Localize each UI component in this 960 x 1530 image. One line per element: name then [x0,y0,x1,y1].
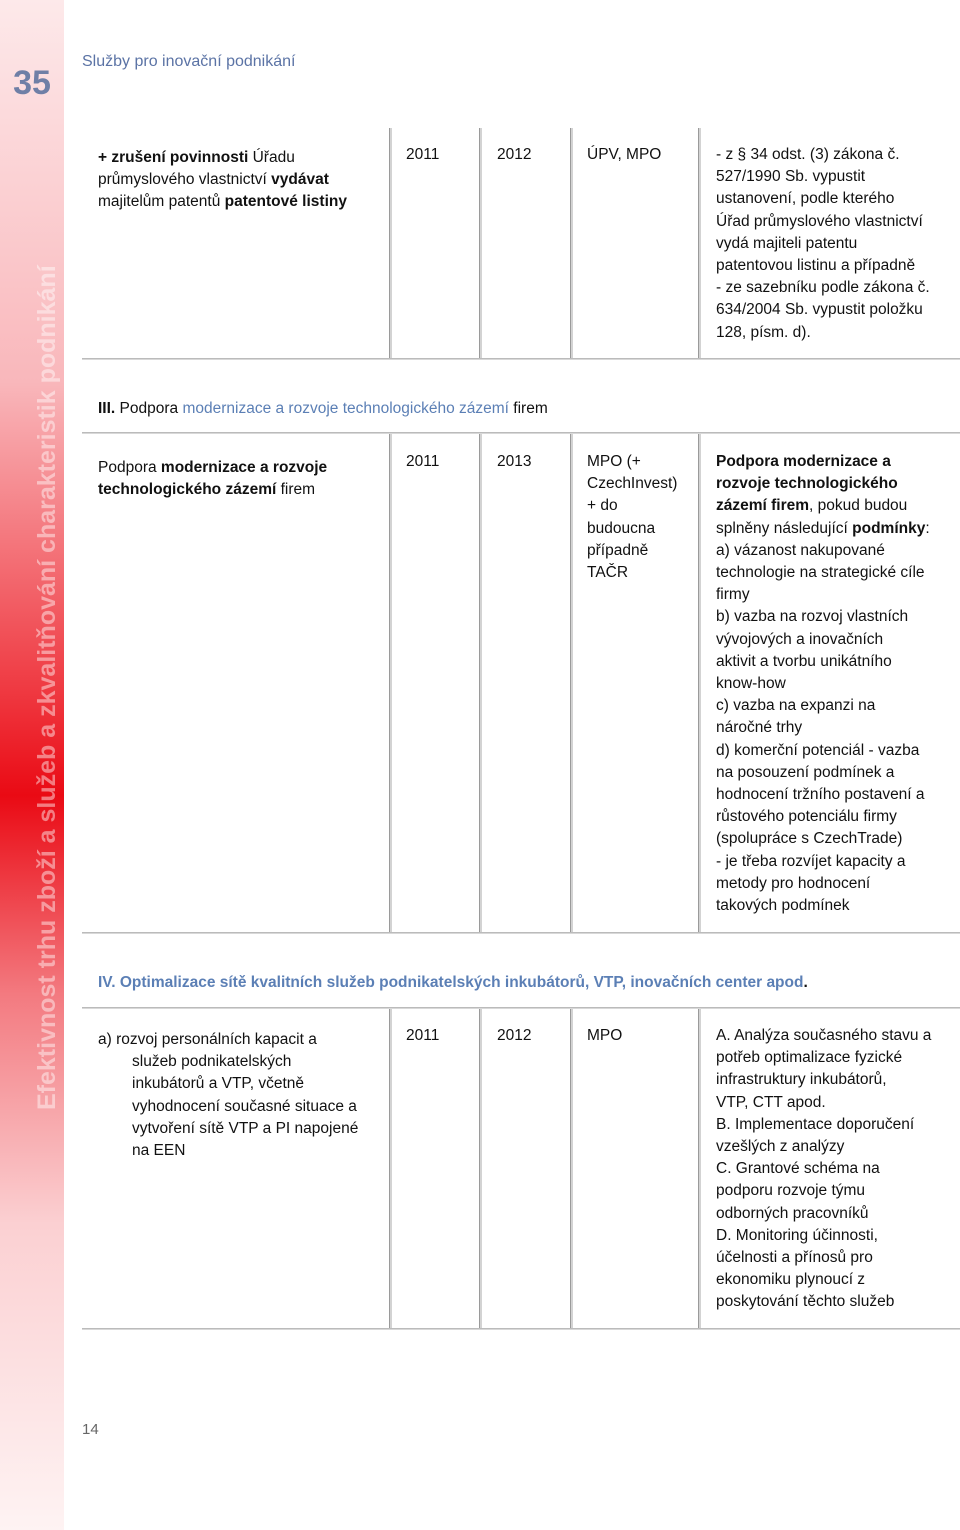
text-line: poskytování těchto služeb [716,1293,895,1311]
measure-note [716,451,956,917]
text-line: a) rozvoj personálních kapacit a [98,1031,317,1048]
section-heading-iv-text: IV. Optimalizace sítě kvalitních služeb podnikatelských inkubátorů, VTP, inovačních center apod [98,974,804,991]
text-line: vyhodnocení současné situace a [132,1097,357,1115]
section-text: Podpora [115,400,183,417]
text-line: - z § 34 odst. (3) zákona č. [716,146,900,163]
text-run: technologie na strategické cíle [716,564,925,582]
text-line [716,828,956,850]
table-divider [82,932,960,934]
column-divider [479,128,482,358]
side-chapter-title: Efektivnost trhu zboží a služeb a zkvalitňování charakteristik podnikání [33,265,61,1110]
text-line [716,473,956,495]
year-to: 2012 [497,1027,532,1044]
text-line [716,629,956,651]
section-text: modernizace a rozvoje technologického zázemí [182,400,509,417]
text-line: potřeb optimalizace fyzické [716,1049,903,1067]
text-line: VTP, CTT apod. [716,1093,826,1111]
column-divider [479,1009,482,1328]
text-line: ustanovení, podle kterého [716,190,895,208]
text-line: inkubátorů a VTP, včetně [132,1075,305,1093]
table-divider [82,1328,960,1330]
text-run: : [925,519,930,537]
table-divider [82,358,960,360]
text-line: - ze sazebníku podle zákona č. [716,279,930,297]
text-run: firem [276,481,316,499]
text-line: na EEN [132,1142,186,1160]
text-run: rozvoje technologického [716,475,898,493]
text-line: TAČR [587,564,629,582]
text-run: patentové listiny [224,193,347,211]
section-heading-iv-tail: . [803,974,808,991]
column-divider [479,434,482,932]
text-line: účelnosti a přínosů pro [716,1249,873,1267]
table-divider [82,432,960,434]
text-line: D. Monitoring účinnosti, [716,1226,878,1244]
measure-note [716,144,956,344]
text-line: MPO (+ [587,453,641,470]
text-line [716,451,956,473]
text-line [716,695,956,717]
section-heading-iv [98,972,808,994]
text-line [716,784,956,806]
column-divider [570,1009,573,1328]
text-line [716,873,956,895]
text-line: služeb podnikatelských [132,1053,292,1071]
text-run: technologického zázemí [98,481,277,499]
text-line [716,895,956,917]
text-line: 634/2004 Sb. vypustit položku [716,301,923,319]
text-run: vydávat [271,171,329,189]
text-line [716,717,956,739]
text-run: a) vázanost nakupované [716,541,885,559]
responsible-body [587,451,695,584]
text-line [98,479,383,501]
text-run: modernizace a rozvoje [160,459,328,476]
text-line [98,169,383,191]
text-run: firmy [716,586,750,604]
text-run: vývojových a inovačních [716,630,884,648]
text-line: A. Analýza současného stavu a [716,1027,932,1044]
text-run: splněny následující [716,519,853,537]
text-run: metody pro hodnocení [716,874,871,892]
text-run: + zrušení povinnosti [98,149,249,166]
text-line: 128, písm. d). [716,323,811,341]
page-header-title: Služby pro inovační podnikání [82,53,296,70]
text-line [716,851,956,873]
text-line: případně [587,541,649,559]
text-line [716,740,956,762]
text-run: takových podmínek [716,897,850,915]
text-line: vytvoření sítě VTP a PI napojené [132,1119,359,1137]
text-run: aktivit a tvorbu unikátního [716,652,892,670]
year-from: 2011 [406,453,440,470]
responsible-body: MPO [587,1027,623,1044]
text-line: Úřad průmyslového vlastnictví [716,212,923,230]
section-heading-iii [98,398,548,420]
text-run: b) vazba na rozvoj vlastních [716,608,909,626]
measure-description [98,1029,383,1162]
text-line [98,147,383,169]
text-run: průmyslového vlastnictví [98,171,272,189]
text-line [716,518,956,540]
text-line: C. Grantové schéma na [716,1160,880,1178]
column-divider [570,128,573,358]
text-line: vydá majiteli patentu [716,234,858,252]
text-run: (spolupráce s CzechTrade) [716,830,903,848]
text-run: majitelům patentů [98,193,225,211]
column-divider [698,1009,701,1328]
year-to: 2012 [497,146,532,163]
text-run: růstového potenciálu firmy [716,808,897,826]
text-run: náročné trhy [716,719,803,737]
measure-description [98,147,383,214]
text-line: B. Implementace doporučení [716,1115,915,1133]
text-line: budoucna [587,519,656,537]
text-line [716,651,956,673]
text-run: Úřadu [248,149,295,166]
text-line [716,584,956,606]
text-run: d) komerční potenciál - vazba [716,741,920,759]
text-line: podporu rozvoje týmu [716,1182,866,1200]
page-number: 14 [82,1421,99,1438]
text-line: + do [587,497,618,515]
text-run: - je třeba rozvíjet kapacity a [716,852,906,870]
text-line [98,457,383,479]
text-run: hodnocení tržního postavení a [716,786,925,804]
text-run: na posouzení podmínek a [716,763,895,781]
text-line: vzešlých z analýzy [716,1138,845,1156]
text-line: ekonomiku plynoucí z [716,1271,866,1289]
column-divider [389,1009,392,1328]
text-run: c) vazba na expanzi na [716,697,876,715]
chapter-number: 35 [13,64,51,102]
responsible-body: ÚPV, MPO [587,146,662,163]
table-divider [82,1007,960,1009]
text-line [98,191,383,213]
text-run: Podpora [98,459,161,476]
column-divider [389,128,392,358]
text-line [716,562,956,584]
year-from: 2011 [406,1027,440,1044]
column-divider [389,434,392,932]
text-run: podmínky [852,519,926,537]
text-line [716,606,956,628]
column-divider [570,434,573,932]
measure-description [98,457,383,501]
text-line [716,762,956,784]
section-roman: III. [98,400,116,417]
text-line: 527/1990 Sb. vypustit [716,168,866,186]
text-line [716,495,956,517]
year-to: 2013 [497,453,532,470]
text-line [716,673,956,695]
column-divider [698,128,701,358]
text-run: , pokud budou [809,497,908,515]
measure-note [716,1025,956,1314]
text-line [716,540,956,562]
text-line: patentovou listinu a případně [716,257,916,275]
text-line: odborných pracovníků [716,1204,869,1222]
text-line: CzechInvest) [587,475,678,493]
year-from: 2011 [406,146,440,163]
column-divider [698,434,701,932]
text-line [716,806,956,828]
section-text: firem [509,400,548,417]
text-line: infrastruktury inkubátorů, [716,1071,887,1089]
text-run: know-how [716,675,786,693]
text-run: Podpora modernizace a [716,453,891,470]
text-run: zázemí firem [716,497,810,515]
